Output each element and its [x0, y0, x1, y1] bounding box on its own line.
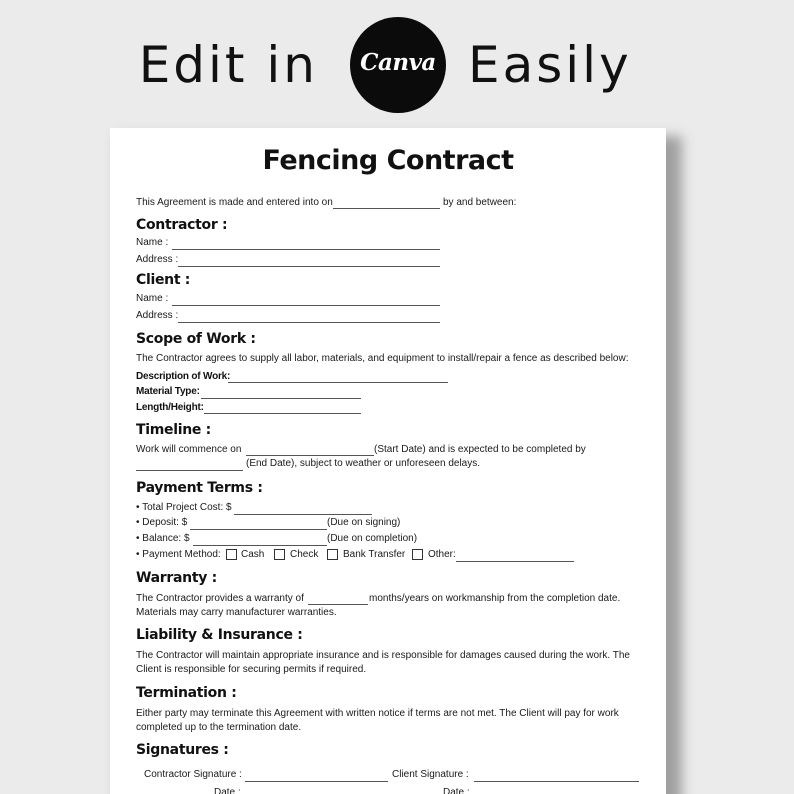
- banner-right-text: Easily: [468, 36, 632, 94]
- contractor-signature-label: Contractor Signature :: [144, 769, 242, 780]
- balance-note: (Due on completion): [327, 533, 418, 544]
- liability-heading: Liability & Insurance :: [136, 627, 303, 643]
- intro-text-before: This Agreement is made and entered into on: [136, 197, 333, 208]
- liability-text-1: The Contractor will maintain appropriate insurance and is responsible for damages caused during the work. The: [136, 650, 630, 661]
- signatures-heading: Signatures :: [136, 742, 229, 758]
- payment-heading: Payment Terms :: [136, 480, 263, 496]
- other-method-field[interactable]: [456, 561, 574, 562]
- timeline-heading: Timeline :: [136, 422, 211, 438]
- balance-label: • Balance: $: [136, 533, 190, 544]
- client-date-label: Date :: [443, 787, 470, 794]
- timeline-text-2: (Start Date) and is expected to be completed by: [374, 444, 586, 455]
- promo-banner: [0, 14, 794, 118]
- contractor-name-field[interactable]: [172, 249, 440, 250]
- timeline-text-1: Work will commence on: [136, 444, 242, 455]
- contractor-signature-field[interactable]: [245, 781, 388, 782]
- contractor-address-field[interactable]: [178, 266, 440, 267]
- contractor-heading: Contractor :: [136, 217, 228, 233]
- length-label: Length/Height:: [136, 402, 204, 413]
- total-cost-field[interactable]: [234, 514, 372, 515]
- warranty-period-field[interactable]: [308, 604, 368, 605]
- start-date-field[interactable]: [246, 455, 374, 456]
- liability-text-2: Client is responsible for securing permits if required.: [136, 664, 367, 675]
- termination-heading: Termination :: [136, 685, 237, 701]
- description-field[interactable]: [228, 382, 448, 383]
- contract-title: Fencing Contract: [262, 145, 514, 176]
- payment-method-label: • Payment Method:: [136, 549, 221, 560]
- scope-heading: Scope of Work :: [136, 331, 256, 347]
- deposit-note: (Due on signing): [327, 517, 401, 528]
- warranty-heading: Warranty :: [136, 570, 217, 586]
- client-name-label: Name :: [136, 293, 169, 304]
- contract-page: [110, 128, 666, 794]
- client-address-label: Address :: [136, 310, 179, 321]
- deposit-label: • Deposit: $: [136, 517, 188, 528]
- warranty-text-1: The Contractor provides a warranty of: [136, 593, 304, 604]
- canva-logo: [350, 17, 446, 113]
- end-date-field[interactable]: [136, 470, 243, 471]
- length-field[interactable]: [204, 413, 361, 414]
- contractor-address-label: Address :: [136, 254, 179, 265]
- material-label: Material Type:: [136, 386, 200, 397]
- cash-checkbox[interactable]: [226, 549, 237, 560]
- other-checkbox[interactable]: [412, 549, 423, 560]
- client-address-field[interactable]: [178, 322, 440, 323]
- check-checkbox[interactable]: [274, 549, 285, 560]
- canva-logo-text: Canva: [360, 49, 436, 76]
- bank-transfer-label: Bank Transfer: [343, 549, 406, 560]
- client-signature-label: Client Signature :: [392, 769, 469, 780]
- client-heading: Client :: [136, 272, 191, 288]
- scope-text: The Contractor agrees to supply all labor, materials, and equipment to install/repair a fence as described below:: [136, 353, 629, 364]
- description-label: Description of Work:: [136, 371, 231, 382]
- contractor-name-label: Name :: [136, 237, 169, 248]
- deposit-field[interactable]: [190, 529, 327, 530]
- contractor-date-label: Date :: [214, 787, 241, 794]
- material-field[interactable]: [201, 398, 361, 399]
- check-label: Check: [290, 549, 319, 560]
- timeline-text-3: (End Date), subject to weather or unforeseen delays.: [246, 458, 481, 469]
- client-name-field[interactable]: [172, 305, 440, 306]
- client-signature-field[interactable]: [474, 781, 639, 782]
- warranty-text-3: Materials may carry manufacturer warranties.: [136, 607, 337, 618]
- other-label: Other:: [428, 549, 456, 560]
- warranty-text-2: months/years on workmanship from the completion date.: [369, 593, 621, 604]
- banner-left-text: Edit in: [138, 36, 318, 94]
- termination-text-1: Either party may terminate this Agreement with written notice if terms are not met. The Client will pay for work: [136, 708, 619, 719]
- intro-text-after: by and between:: [443, 197, 517, 208]
- cash-label: Cash: [241, 549, 265, 560]
- bank-transfer-checkbox[interactable]: [327, 549, 338, 560]
- agreement-date-field[interactable]: [333, 208, 440, 209]
- termination-text-2: completed up to the termination date.: [136, 722, 302, 733]
- total-cost-label: • Total Project Cost: $: [136, 502, 232, 513]
- balance-field[interactable]: [193, 545, 327, 546]
